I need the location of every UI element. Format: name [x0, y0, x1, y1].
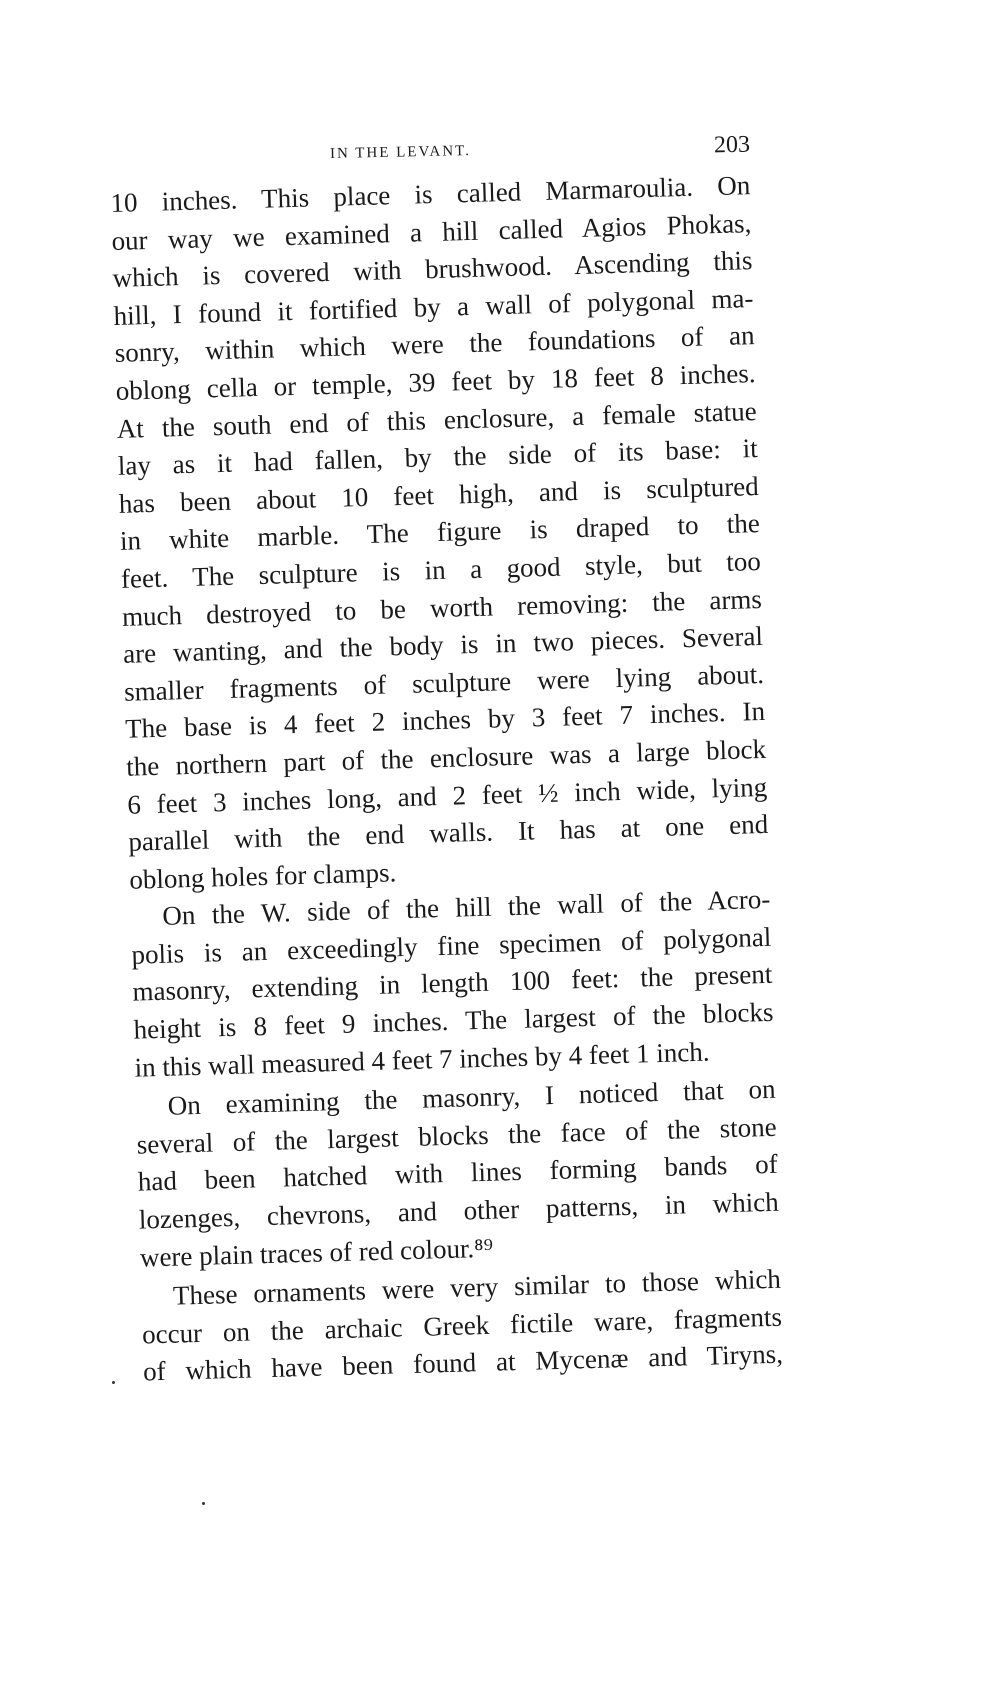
text-line: our way we examined a hill called Agios Phokas,	[111, 207, 752, 256]
text-line: The base is 4 feet 2 inches by 3 feet 7 inches. In	[124, 696, 766, 745]
margin-speck	[112, 1381, 115, 1384]
text-line: On the W. side of the hill the wall of the Acro-	[162, 884, 771, 932]
text-line: sonry, within which were the foundations of an	[114, 320, 755, 369]
text-line: hill, I found it fortified by a wall of polygonal ma-	[113, 282, 754, 331]
text-line: the northern part of the enclosure was a large block	[125, 733, 767, 782]
text-line: in white marble. The figure is draped to the	[119, 508, 761, 557]
page-header	[110, 132, 750, 172]
margin-speck	[202, 1502, 205, 1505]
text-line: are wanting, and the body is in two pieces. Several	[122, 621, 764, 669]
body-text	[110, 167, 783, 1391]
page-number: 203	[713, 131, 751, 159]
text-line: occur on the archaic Greek fictile ware, fragments	[141, 1301, 783, 1350]
text-line: At the south end of this enclosure, a female statue	[116, 395, 757, 444]
text-line: much destroyed to be worth removing: the arms	[121, 583, 763, 632]
text-line: lay as it had fallen, by the side of its base: it	[117, 433, 759, 482]
text-line: which is covered with brushwood. Ascending this	[112, 245, 753, 294]
text-line: of which have been found at Mycenæ and Tiryns,	[142, 1339, 784, 1387]
text-line: several of the largest blocks the face of the stone	[136, 1111, 777, 1160]
text-line: parallel with the end walls. It has at one end	[127, 808, 769, 857]
text-line: polis is an exceedingly fine specimen of polygonal	[131, 921, 772, 970]
text-line: 6 feet 3 inches long, and 2 feet ½ inch wide, lying	[126, 771, 768, 820]
text-line: lozenges, chevrons, and other patterns, in which	[138, 1186, 780, 1235]
text-line: masonry, extending in length 100 feet: the present	[132, 959, 773, 1008]
text-line: height is 8 feet 9 inches. The largest of the blocks	[133, 996, 774, 1045]
text-line: feet. The sculpture is in a good style, but too	[120, 545, 762, 594]
text-line: oblong holes for clamps.	[128, 856, 397, 895]
text-line: 10 inches. This place is called Marmaroulia. On	[110, 170, 751, 218]
text-line: has been about 10 feet high, and is sculptured	[118, 470, 760, 519]
text-line: were plain traces of red colour.⁸⁹	[139, 1232, 494, 1273]
text-line: had been hatched with lines forming bands of	[137, 1149, 779, 1198]
text-line: smaller fragments of sculpture were lying about.	[123, 658, 765, 707]
text-line: On examining the masonry, I noticed that on	[167, 1074, 776, 1121]
text-line: in this wall measured 4 feet 7 inches by 4 feet 1 inch.	[134, 1036, 710, 1083]
text-line: These ornaments were very similar to those which	[172, 1263, 782, 1311]
text-line: oblong cella or temple, 39 feet by 18 feet 8 inches.	[115, 358, 756, 406]
running-head: IN THE LEVANT.	[329, 143, 472, 162]
